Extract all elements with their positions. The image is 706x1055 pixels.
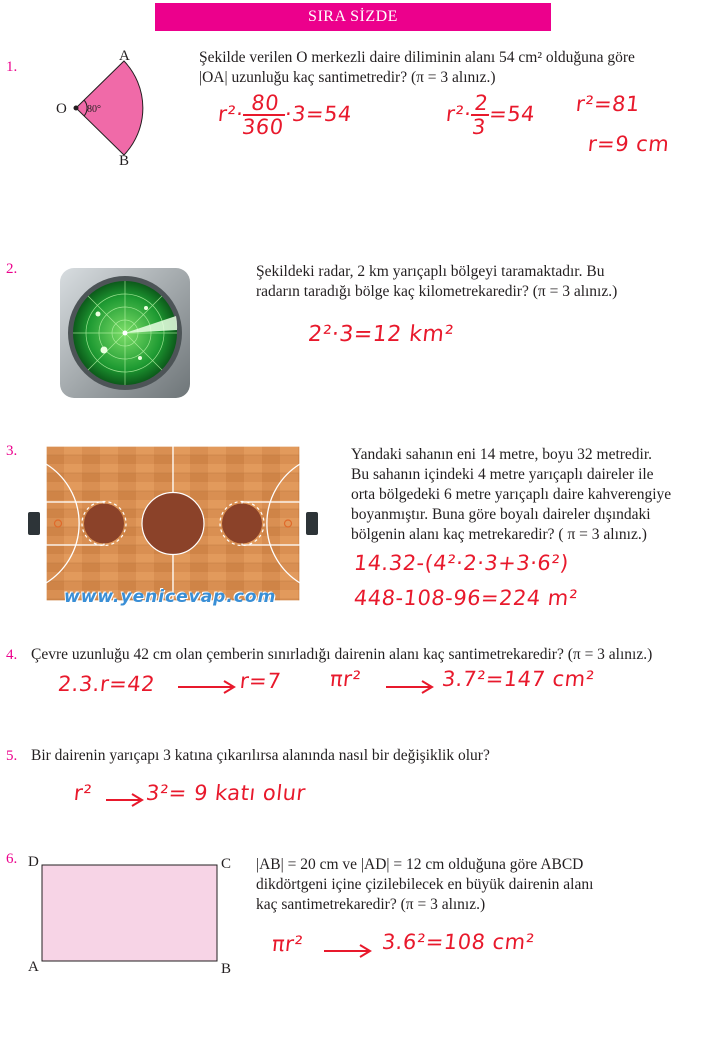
q4-work-part2: r=7	[238, 669, 283, 693]
question-6-text: |AB| = 20 cm ve |AD| = 12 cm olduğuna göre ABCD dikdörtgeni içine çizilebilecek en büyük dairenin alanı kaç santimetrekaredir? (π = 3 alınız.)	[256, 856, 594, 913]
q2-work-answer: 2²·3=12 km²	[306, 322, 456, 347]
q5-work-part2: 3²= 9 katı olur	[144, 781, 307, 805]
arrow-icon	[322, 944, 374, 958]
rectangle-abcd-figure	[38, 862, 222, 964]
angle-label: 80°	[87, 104, 101, 115]
question-3-text: Yandaki sahanın eni 14 metre, boyu 32 metredir. Bu sahanın içindeki 4 metre yarıçaplı daireler ile orta bölgedeki 6 metre yarıçaplı daire kahverengiye boyanmıştır. Buna göre boyalı daireler dışındaki bölgenin alanı kaç metrekaredir? ( π = 3 alınız.)	[351, 446, 672, 543]
q4-work-part1: 2.3.r=42	[56, 672, 157, 696]
point-o-label: O	[56, 101, 67, 117]
arrow-icon	[176, 680, 238, 694]
point-a-label: A	[119, 48, 130, 64]
question-1-text: Şekilde verilen O merkezli daire diliminin alanı 54 cm² olduğuna göre |OA| uzunluğu kaç santimetredir? (π = 3 alınız.)	[199, 49, 635, 86]
arrow-icon	[384, 680, 436, 694]
point-b-label: B	[221, 961, 232, 977]
point-c-label: C	[221, 856, 232, 872]
q1-work-step1: r²· $\frac{80}{360}$ ·3=54	[216, 91, 354, 139]
question-number-4: 4.	[6, 647, 18, 663]
q6-work-part1: πr²	[270, 932, 305, 956]
question-number-3: 3.	[6, 443, 18, 459]
q3-work-line1: 14.32-(4²·2·3+3·6²)	[352, 551, 571, 575]
point-a-label: A	[28, 959, 39, 975]
question-5-text: Bir dairenin yarıçapı 3 katına çıkarılırsa alanında nasıl bir değişiklik olur?	[31, 747, 490, 764]
radar-image	[58, 266, 192, 400]
question-number-1: 1.	[6, 59, 18, 75]
arrow-icon	[104, 793, 146, 807]
q4-work-part3: πr²	[328, 667, 363, 691]
q4-work-part4: 3.7²=147 cm²	[440, 667, 596, 691]
point-b-label: B	[119, 153, 130, 169]
question-number-2: 2.	[6, 261, 18, 277]
point-d-label: D	[28, 854, 39, 870]
q1-work-step3: r²=81	[574, 92, 642, 116]
basketball-court-figure	[28, 446, 320, 604]
question-4-text: Çevre uzunluğu 42 cm olan çemberin sınırladığı dairenin alanı kaç santimetrekaredir? (π = 3 alınız.)	[31, 646, 653, 663]
q1-work-step2: r²· $\frac{2}{3}$ =54	[444, 91, 537, 139]
question-2-text: Şekildeki radar, 2 km yarıçaplı bölgeyi taramaktadır. Bu radarın taradığı bölge kaç kilometrekaredir? (π = 3 alınız.)	[256, 263, 618, 300]
q5-work-part1: r²	[72, 781, 94, 805]
question-number-5: 5.	[6, 748, 18, 764]
question-number-6: 6.	[6, 851, 18, 867]
watermark: www.yenicevap.com	[64, 587, 277, 607]
q6-work-part2: 3.6²=108 cm²	[380, 930, 536, 954]
q3-work-line2: 448-108-96=224 m²	[352, 586, 580, 610]
q1-work-step4: r=9 cm	[586, 132, 671, 156]
section-title: SIRA SİZDE	[155, 3, 551, 31]
